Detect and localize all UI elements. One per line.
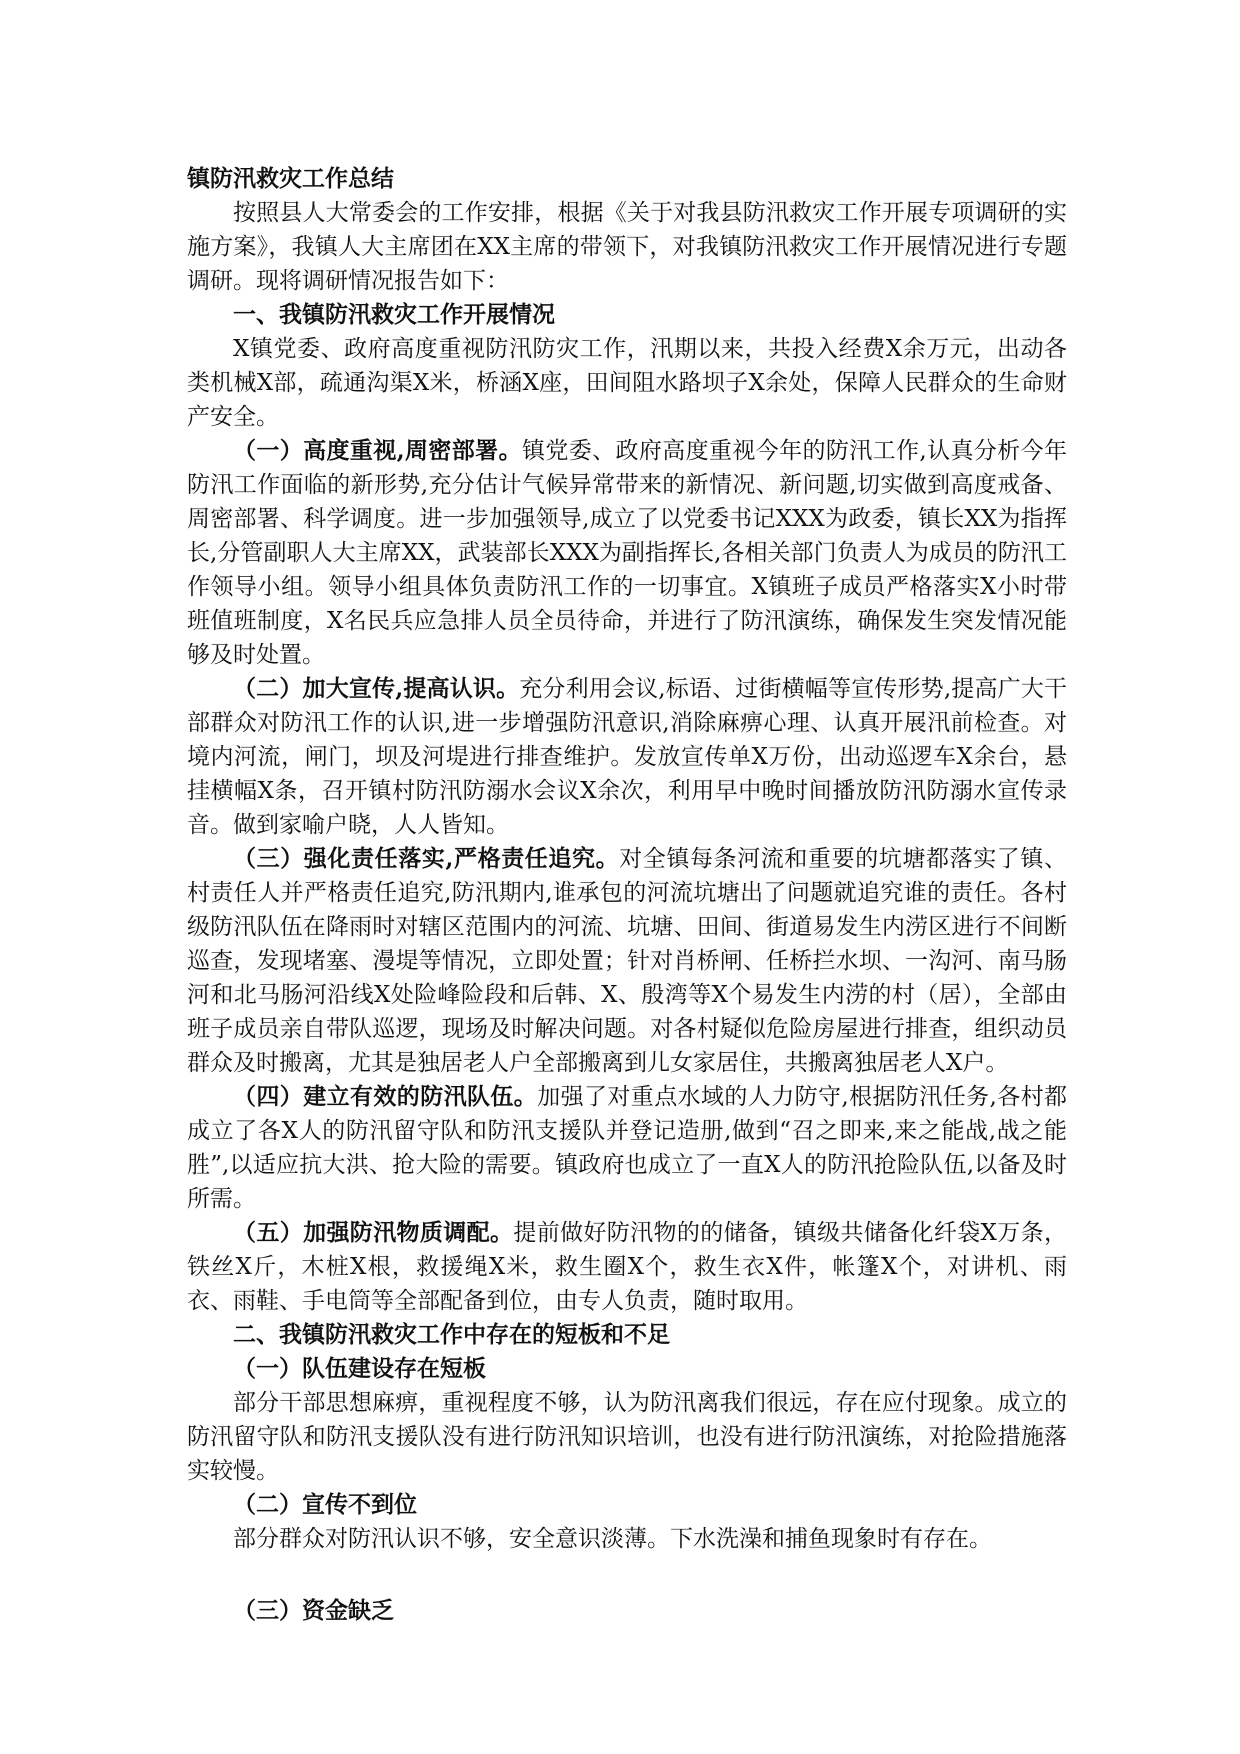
item-4-text: 加强了对重点水域的人力防守,根据防汛任务,各村都成立了各X人的防汛留守队和防汛支援队并登记造册,做到“召之即来,来之能战,战之能胜”,以适应抗大洪、抢大险的需要。镇政府也成立了一直X人的防汛抢险队伍,以备及时所需。 [187, 1084, 1068, 1212]
section1-item-1 [187, 434, 1067, 672]
document-page [187, 162, 1067, 1628]
item-1-lead: （一）高度重视,周密部署。 [233, 437, 522, 464]
item-2-lead: （二）加大宣传,提高认识。 [233, 675, 520, 702]
section2-sub2-paragraph: 部分群众对防汛认识不够，安全意识淡薄。下水洗澡和捕鱼现象时有存在。 [233, 1526, 992, 1552]
item-3-lead: （三）强化责任落实,严格责任追究。 [233, 845, 620, 872]
section1-item-4 [187, 1080, 1067, 1216]
section1-paragraph: X镇党委、政府高度重视防汛防灾工作，汛期以来，共投入经费X余万元，出动各类机械X部，疏通沟渠X米，桥涵X座，田间阻水路坝子X余处，保障人民群众的生命财产安全。 [187, 336, 1067, 430]
section2-sub1-paragraph: 部分干部思想麻痹，重视程度不够，认为防汛离我们很远，存在应付现象。成立的防汛留守队和防汛支援队没有进行防汛知识培训，也没有进行防汛演练，对抢险措施落实较慢。 [187, 1390, 1067, 1484]
section2-sub2-heading: （二）宣传不到位 [233, 1491, 417, 1518]
section1-heading: 一、我镇防汛救灾工作开展情况 [233, 301, 555, 328]
item-2-text: 充分利用会议,标语、过街横幅等宣传形势,提高广大干部群众对防汛工作的认识,进一步增强防汛意识,消除麻痹心理、认真开展汛前检查。对境内河流，闸门，坝及河堤进行排查维护。发放宣传单X万份，出动巡逻车X余台，悬挂横幅X条，召开镇村防汛防溺水会议X余次，利用早中晚时间播放防汛防溺水宣传录音。做到家喻户晓，人人皆知。 [187, 676, 1067, 838]
section2-sub3-heading: （三）资金缺乏 [233, 1597, 394, 1624]
item-1-text: 镇党委、政府高度重视今年的防汛工作,认真分析今年防汛工作面临的新形势,充分估计气候异常带来的新情况、新问题,切实做到高度戒备、周密部署、科学调度。进一步加强领导,成立了以党委书记XXX为政委，镇长XX为指挥长,分管副职人大主席XX，武装部长XXX为副指挥长,各相关部门负责人为成员的防汛工作领导小组。领导小组具体负责防汛工作的一切事宜。X镇班子成员严格落实X小时带班值班制度，X名民兵应急排人员全员待命，并进行了防汛演练，确保发生突发情况能够及时处置。 [187, 438, 1067, 668]
item-5-text: 提前做好防汛物的的储备，镇级共储备化纤袋X万条，铁丝X斤，木桩X根，救援绳X米，救生圈X个，救生衣X件，帐篷X个，对讲机、雨衣、雨鞋、手电筒等全部配备到位，由专人负责，随时取用。 [187, 1220, 1068, 1314]
item-4-lead: （四）建立有效的防汛队伍。 [233, 1083, 538, 1110]
intro-paragraph: 按照县人大常委会的工作安排，根据《关于对我县防汛救灾工作开展专项调研的实施方案》，我镇人大主席团在XX主席的带领下，对我镇防汛救灾工作开展情况进行专题调研。现将调研情况报告如下： [187, 200, 1067, 294]
item-3-text: 对全镇每条河流和重要的坑塘都落实了镇、村责任人并严格责任追究,防汛期内,谁承包的河流坑塘出了问题就追究谁的责任。各村级防汛队伍在降雨时对辖区范围内的河流、坑塘、田间、街道易发生内涝区进行不间断巡查，发现堵塞、漫堤等情况，立即处置；针对肖桥闸、任桥拦水坝、一沟河、南马肠河和北马肠河沿线X处险峰险段和后韩、X、殷湾等X个易发生内涝的村（居），全部由班子成员亲自带队巡逻，现场及时解决问题。对各村疑似危险房屋进行排查，组织动员群众及时搬离，尤其是独居老人户全部搬离到儿女家居住，共搬离独居老人X户。 [187, 846, 1067, 1076]
section1-item-3 [187, 842, 1067, 1080]
section2-sub1-heading: （一）队伍建设存在短板 [233, 1355, 486, 1382]
document-title: 镇防汛救灾工作总结 [187, 165, 394, 192]
section2-heading: 二、我镇防汛救灾工作中存在的短板和不足 [233, 1321, 670, 1348]
section1-item-2 [187, 672, 1067, 842]
item-5-lead: （五）加强防汛物质调配。 [233, 1219, 514, 1246]
section1-item-5 [187, 1216, 1067, 1318]
